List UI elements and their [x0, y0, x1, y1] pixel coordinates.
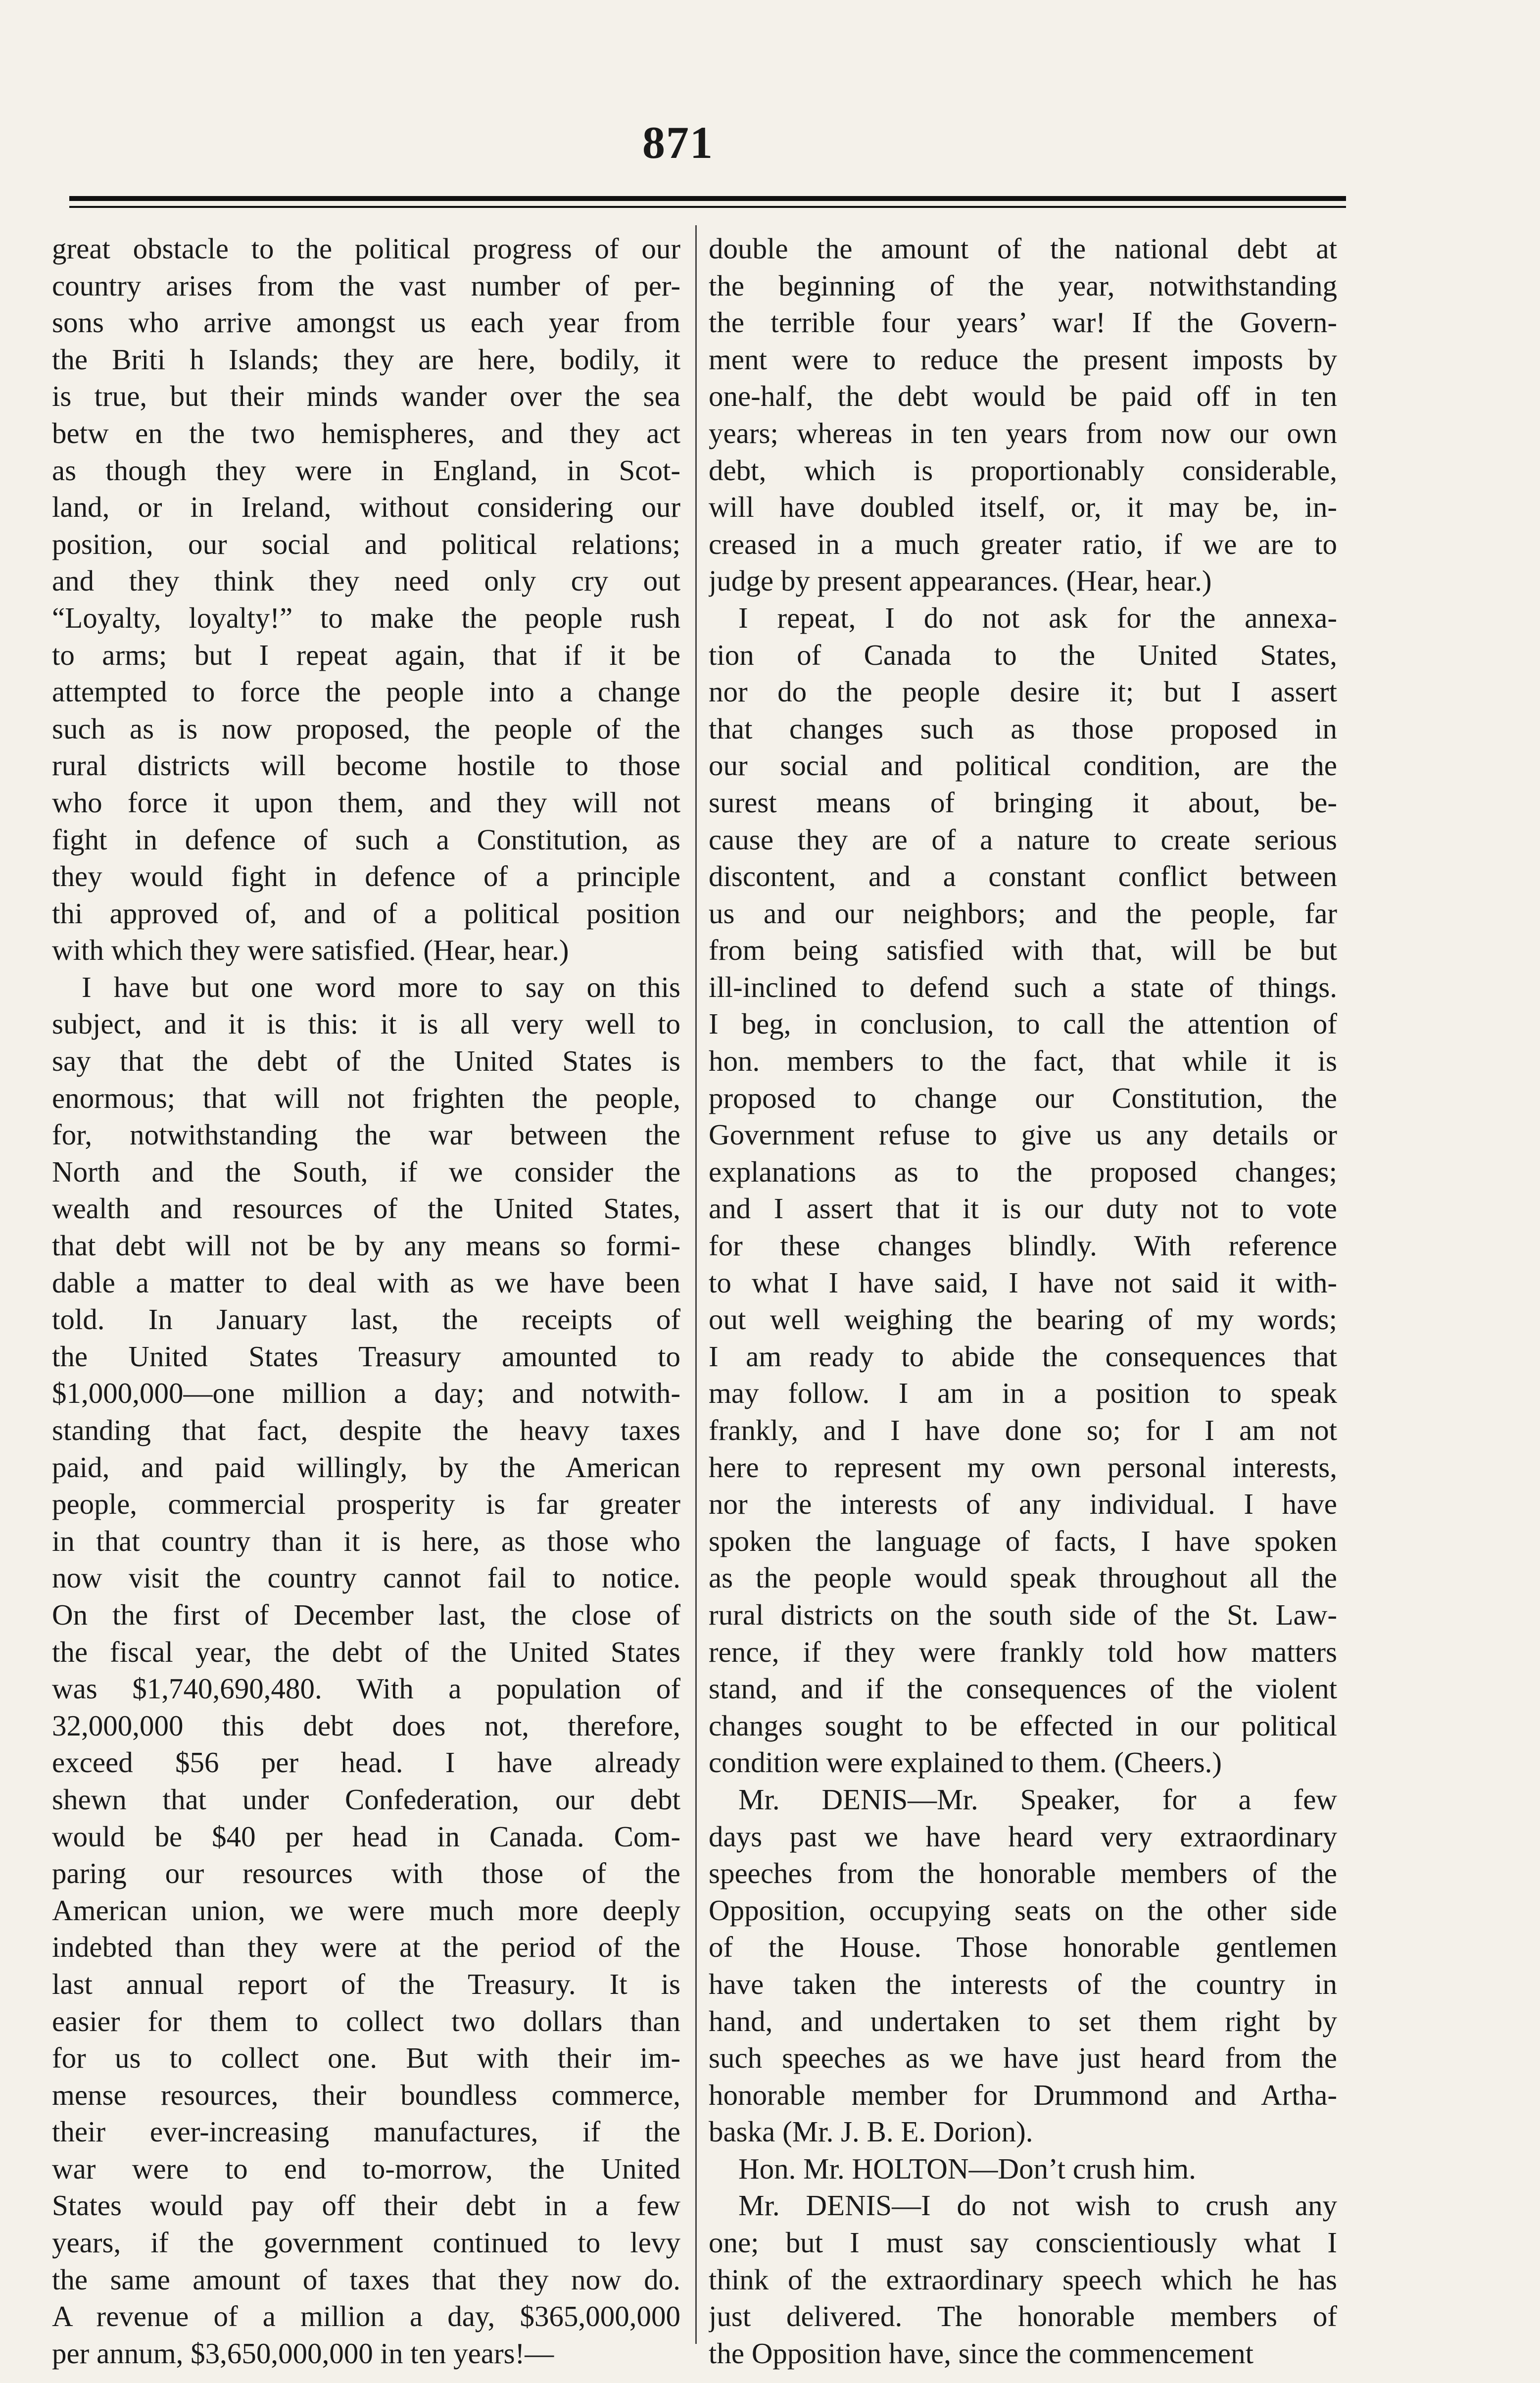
text-line: cause they are of a nature to create serious [709, 823, 1337, 856]
text-line: their ever-increasing manufactures, if the [52, 2115, 680, 2148]
text-line: indebted than they were at the period of the [52, 1931, 680, 1964]
text-line: speeches from the honorable members of the [709, 1857, 1337, 1890]
text-line: say that the debt of the United States is [52, 1044, 680, 1078]
text-line: people, commercial prosperity is far greater [52, 1488, 680, 1521]
text-line: changes sought to be effected in our political [709, 1709, 1337, 1742]
text-line: condition were explained to them. (Cheers.) [709, 1746, 1222, 1779]
text-line: as though they were in England, in Scot- [52, 453, 680, 487]
text-line: now visit the country cannot fail to notice. [52, 1561, 680, 1594]
text-line: who force it upon them, and they will not [52, 786, 680, 819]
text-line: frankly, and I have done so; for I am not [709, 1414, 1337, 1446]
text-line: exceed $56 per head. I have already [52, 1746, 680, 1779]
text-line: enormous; that will not frighten the people, [52, 1081, 680, 1114]
text-line: may follow. I am in a position to speak [709, 1377, 1337, 1410]
text-line: subject, and it is this: it is all very well to [52, 1007, 680, 1041]
text-line: sons who arrive amongst us each year from [52, 306, 680, 339]
text-line: Government refuse to give us any details or [709, 1118, 1337, 1151]
header-rule-thin [69, 206, 1346, 208]
text-line: told. In January last, the receipts of [52, 1303, 680, 1336]
text-line: hand, and undertaken to set them right by [709, 2004, 1337, 2037]
text-line: debt, which is proportionably considerable, [709, 453, 1337, 487]
text-line: from being satisfied with that, will be but [709, 934, 1337, 967]
text-line: North and the South, if we consider the [52, 1155, 680, 1188]
text-line: I beg, in conclusion, to call the attention of [709, 1007, 1337, 1041]
text-line: Hon. Mr. HOLTON—Don’t crush him. [738, 2152, 1196, 2185]
text-line: is true, but their minds wander over the sea [52, 380, 680, 413]
text-line: tion of Canada to the United States, [709, 638, 1337, 671]
text-line: and they think they need only cry out [52, 564, 680, 597]
text-line: war were to end to-morrow, the United [52, 2152, 680, 2185]
text-line: rural districts will become hostile to those [52, 749, 680, 782]
text-line: Opposition, occupying seats on the other side [709, 1893, 1337, 1927]
text-line: will have doubled itself, or, it may be, in- [709, 491, 1337, 524]
text-line: one; but I must say conscientiously what I [709, 2226, 1337, 2259]
text-line: stand, and if the consequences of the violent [709, 1672, 1337, 1705]
text-line: American union, we were much more deeply [52, 1893, 680, 1927]
text-line: easier for them to collect two dollars than [52, 2004, 680, 2037]
text-line: wealth and resources of the United States, [52, 1192, 680, 1225]
text-line: judge by present appearances. (Hear, hear.) [709, 564, 1212, 597]
text-line: attempted to force the people into a change [52, 675, 680, 708]
text-line: ill-inclined to defend such a state of things. [709, 970, 1337, 1003]
text-line: have taken the interests of the country in [709, 1967, 1337, 2000]
text-line: 32,000,000 this debt does not, therefore, [52, 1709, 680, 1742]
text-line: to what I have said, I have not said it with- [709, 1266, 1337, 1299]
text-line: $1,000,000—one million a day; and notwith- [52, 1377, 680, 1410]
text-line: surest means of bringing it about, be- [709, 786, 1337, 819]
text-line: our social and political condition, are the [709, 749, 1337, 782]
left-column [52, 230, 680, 2372]
text-line: betw en the two hemispheres, and they act [52, 416, 680, 449]
text-line: that debt will not be by any means so formi- [52, 1229, 680, 1262]
text-line: of the House. Those honorable gentlemen [709, 1931, 1337, 1964]
text-line: honorable member for Drummond and Artha- [709, 2078, 1337, 2111]
text-line: rural districts on the south side of the St. Law- [709, 1598, 1337, 1631]
text-line: last annual report of the Treasury. It is [52, 1967, 680, 2000]
text-line: Mr. DENIS—I do not wish to crush any [738, 2189, 1337, 2222]
text-line: the United States Treasury amounted to [52, 1340, 680, 1373]
text-line: double the amount of the national debt at [709, 232, 1337, 265]
text-line: in that country than it is here, as those who [52, 1524, 680, 1557]
text-line: paring our resources with those of the [52, 1857, 680, 1890]
text-line: the fiscal year, the debt of the United States [52, 1635, 680, 1668]
text-line: “Loyalty, loyalty!” to make the people rush [52, 601, 680, 634]
text-line: per annum, $3,650,000,000 in ten years!— [52, 2336, 554, 2370]
text-line: such speeches as we have just heard from the [709, 2041, 1337, 2075]
text-line: for us to collect one. But with their im- [52, 2041, 680, 2075]
text-line: Mr. DENIS—Mr. Speaker, for a few [738, 1783, 1337, 1816]
text-line: the terrible four years’ war! If the Govern- [709, 306, 1337, 339]
text-line: fight in defence of such a Constitution, as [52, 823, 680, 856]
text-line: the same amount of taxes that they now do. [52, 2263, 680, 2296]
text-line: us and our neighbors; and the people, far [709, 896, 1337, 930]
text-line: dable a matter to deal with as we have been [52, 1266, 680, 1299]
text-line: spoken the language of facts, I have spoken [709, 1524, 1337, 1557]
text-line: shewn that under Confederation, our debt [52, 1783, 680, 1816]
text-line: hon. members to the fact, that while it is [709, 1044, 1337, 1078]
text-line: one-half, the debt would be paid off in ten [709, 380, 1337, 413]
text-line: paid, and paid willingly, by the American [52, 1450, 680, 1484]
text-line: On the first of December last, the close of [52, 1598, 680, 1631]
text-line: nor the interests of any individual. I have [709, 1488, 1337, 1521]
text-line: and I assert that it is our duty not to vote [709, 1192, 1337, 1225]
text-line: rence, if they were frankly told how matters [709, 1635, 1337, 1668]
text-line: country arises from the vast number of per- [52, 269, 680, 302]
text-line: discontent, and a constant conflict between [709, 860, 1337, 893]
text-line: land, or in Ireland, without considering our [52, 491, 680, 524]
text-line: the beginning of the year, notwithstanding [709, 269, 1337, 302]
text-line: that changes such as those proposed in [709, 712, 1337, 745]
text-line: great obstacle to the political progress of our [52, 232, 680, 265]
text-line: States would pay off their debt in a few [52, 2189, 680, 2222]
text-line: ment were to reduce the present imposts by [709, 343, 1337, 376]
text-line: would be $40 per head in Canada. Com- [52, 1820, 680, 1853]
text-line: proposed to change our Constitution, the [709, 1081, 1337, 1114]
text-line: as the people would speak throughout all the [709, 1561, 1337, 1594]
text-line: with which they were satisfied. (Hear, hear.) [52, 934, 569, 967]
text-line: think of the extraordinary speech which he has [709, 2263, 1337, 2296]
text-line: here to represent my own personal interests, [709, 1450, 1337, 1484]
text-line: just delivered. The honorable members of [709, 2300, 1337, 2333]
page-number: 871 [642, 117, 714, 168]
text-line: mense resources, their boundless commerce, [52, 2078, 680, 2111]
text-line: I repeat, I do not ask for the annexa- [738, 601, 1337, 634]
text-line: A revenue of a million a day, $365,000,000 [52, 2300, 680, 2333]
text-line: out well weighing the bearing of my words; [709, 1303, 1337, 1336]
text-line: thi approved of, and of a political position [52, 896, 680, 930]
text-line: days past we have heard very extraordinary [709, 1820, 1337, 1853]
text-line: position, our social and political relations; [52, 527, 680, 560]
text-line: such as is now proposed, the people of the [52, 712, 680, 745]
text-line: for, notwithstanding the war between the [52, 1118, 680, 1151]
text-line: explanations as to the proposed changes; [709, 1155, 1337, 1188]
text-line: the Briti h Islands; they are here, bodily, it [52, 343, 680, 376]
text-line: baska (Mr. J. B. E. Dorion). [709, 2115, 1033, 2148]
header-rule-thick [69, 196, 1346, 201]
text-line: creased in a much greater ratio, if we are to [709, 527, 1337, 560]
text-line: I am ready to abide the consequences that [709, 1340, 1337, 1373]
text-line: was $1,740,690,480. With a population of [52, 1672, 680, 1705]
text-line: years, if the government continued to levy [52, 2226, 680, 2259]
text-line: nor do the people desire it; but I assert [709, 675, 1337, 708]
text-line: I have but one word more to say on this [82, 970, 680, 1003]
text-line: they would fight in defence of a principle [52, 860, 680, 893]
text-line: for these changes blindly. With reference [709, 1229, 1337, 1262]
text-line: the Opposition have, since the commencement [709, 2336, 1254, 2370]
text-line: to arms; but I repeat again, that if it be [52, 638, 680, 671]
right-column [709, 230, 1337, 2372]
text-line: years; whereas in ten years from now our own [709, 416, 1337, 449]
column-divider [695, 225, 697, 2344]
text-line: standing that fact, despite the heavy taxes [52, 1414, 680, 1446]
